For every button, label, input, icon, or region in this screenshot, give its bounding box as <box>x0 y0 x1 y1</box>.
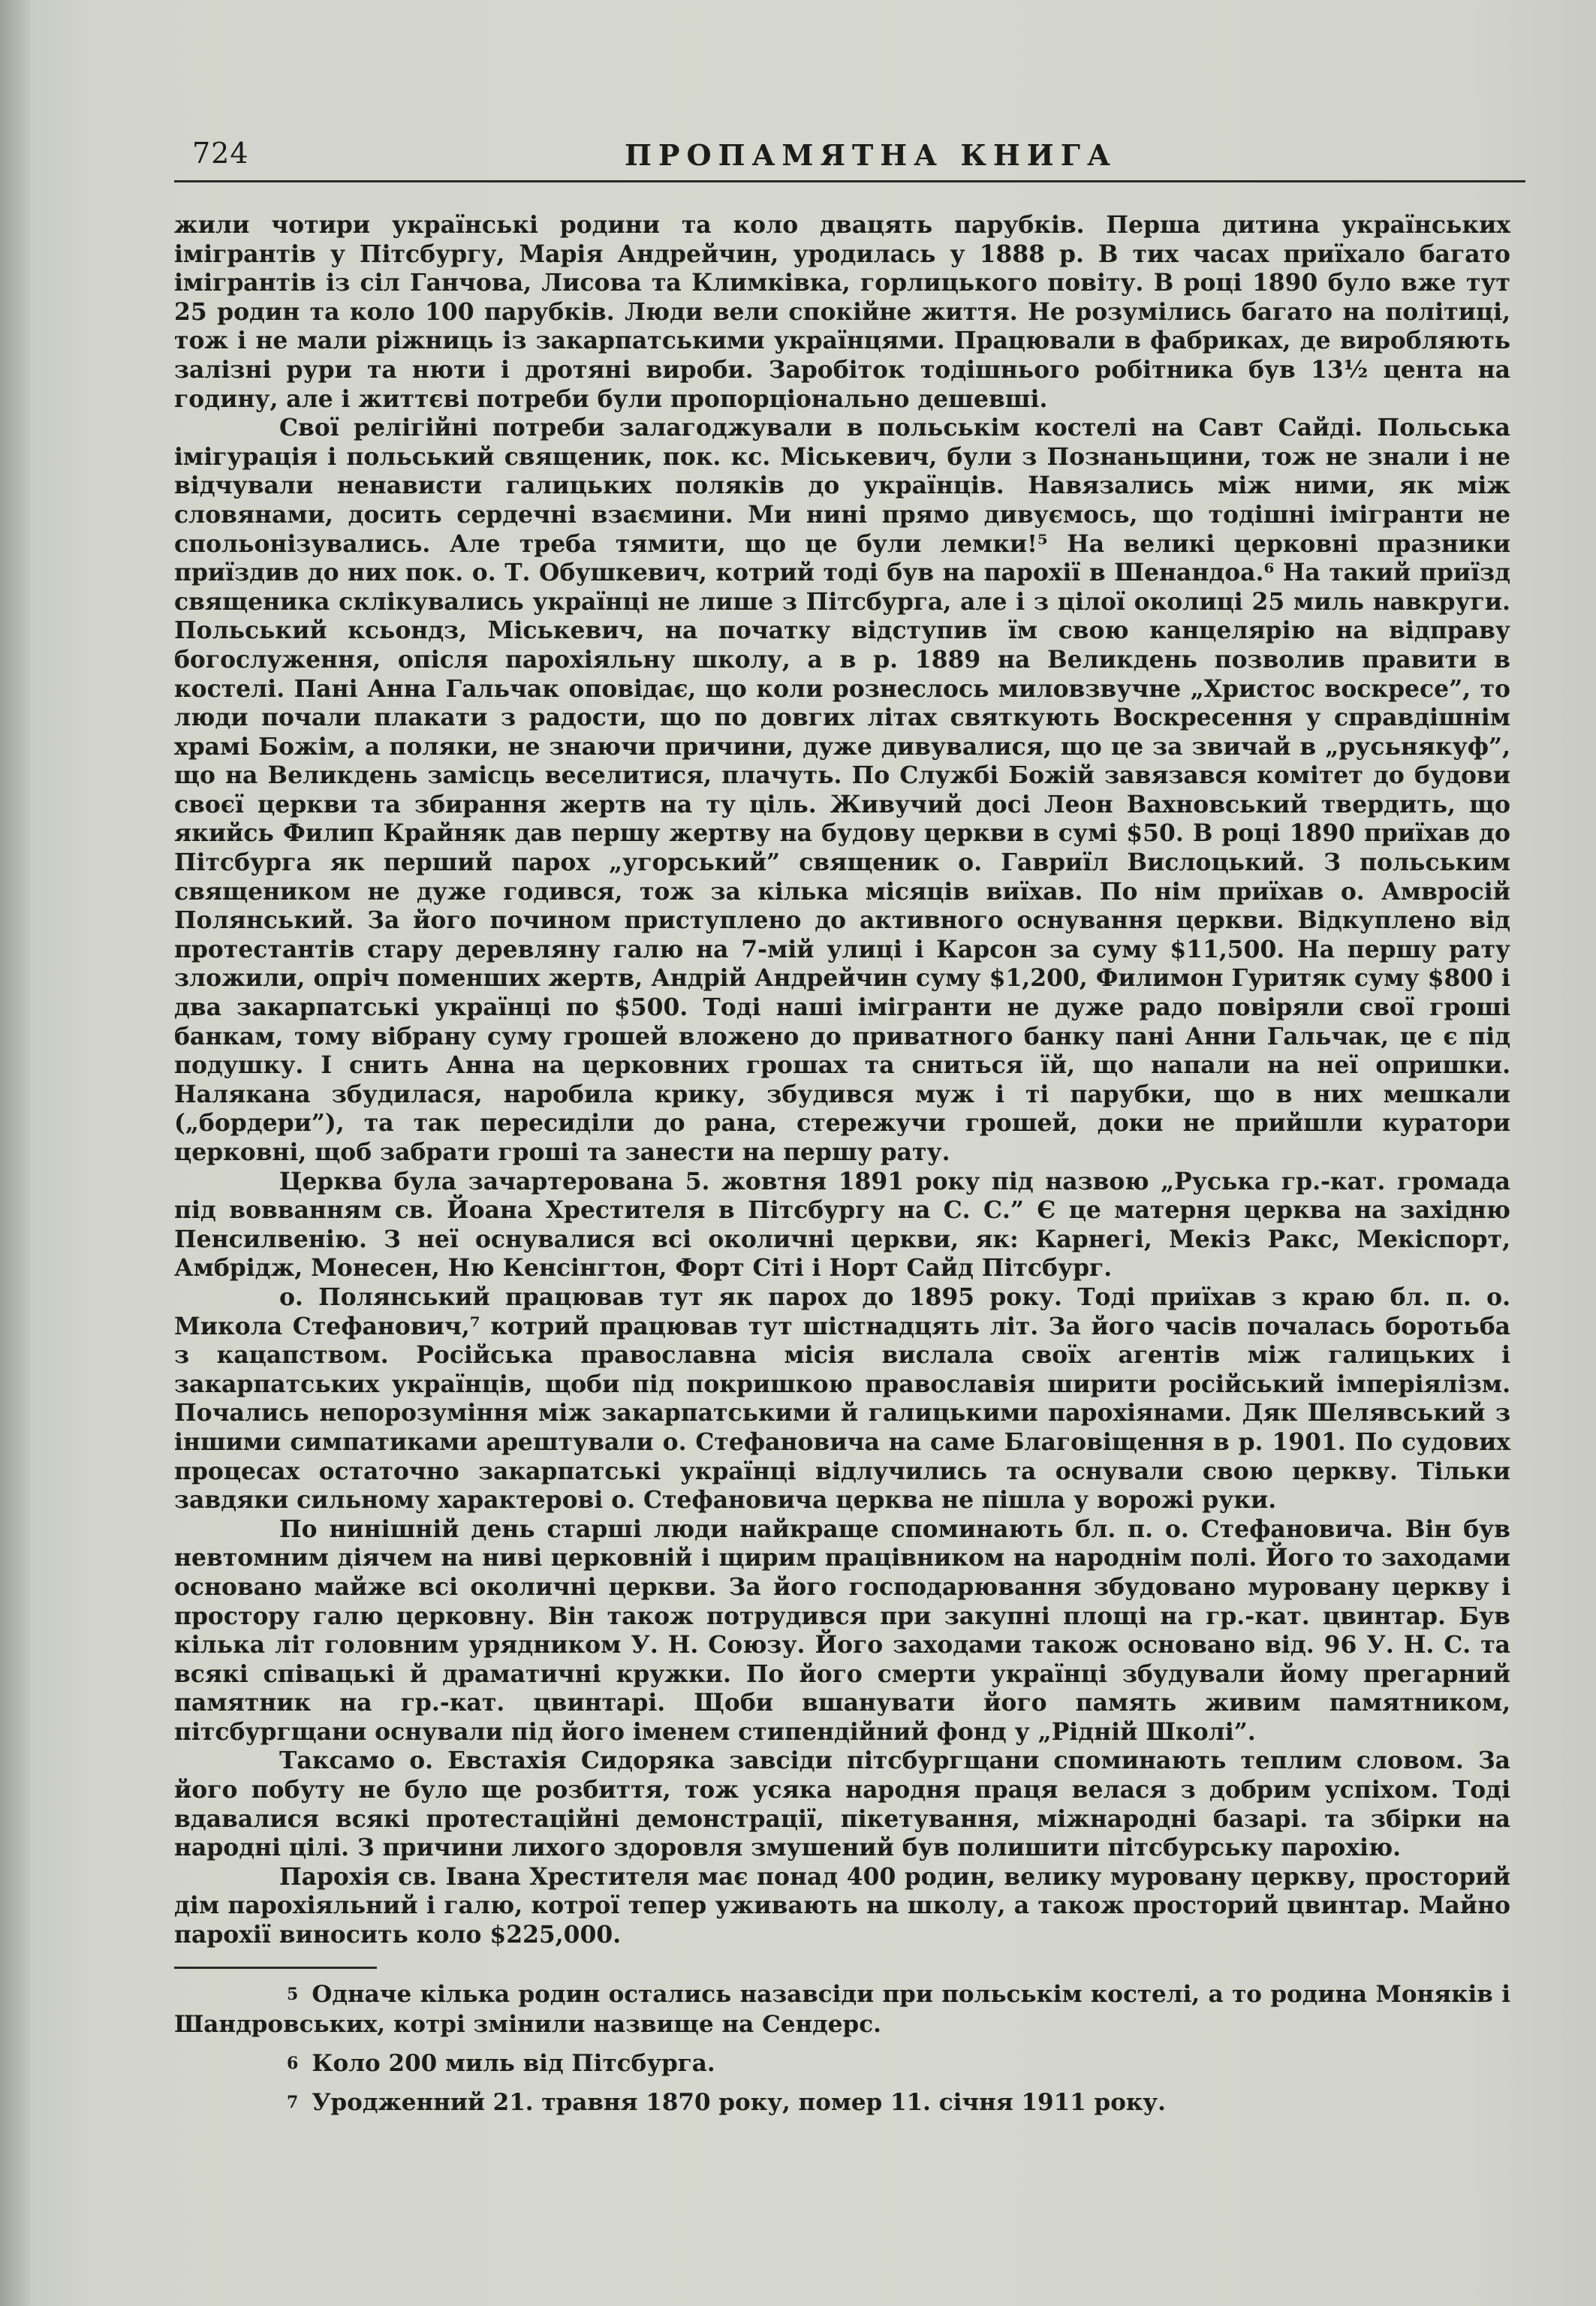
paragraph: Таксамо о. Евстахія Сидоряка завсіди пітсбургщани споминають теплим словом. За його побуту не було ще розбиття, тож усяка народня праця велася з добрим успіхом. Тоді вдавалися всякі протестаційні демонстрації, пікетування, міжнародні базарі. та збірки на народні цілі. З причини лихого здоровля змушений був полишити пітсбурську парохію. <box>174 1747 1510 1862</box>
footnotes <box>174 1979 1510 2118</box>
footnote-mark: 6 <box>287 2053 299 2073</box>
paragraph: По нинішній день старші люди найкраще споминають бл. п. о. Стефановича. Він був невтомним діячем на ниві церковній і щирим працівником на народнім полі. Його то заходами основано майже всі околичні церкви. За його господарювання збудовано муровану церкву і простору галю церковну. Він також потрудився при закупні площі на гр.-кат. цвинтар. Був кілька літ головним урядником У. Н. Союзу. Його заходами також основано від. 96 У. Н. С. та всякі співацькі й драматичні кружки. По його смерти українці збудували йому прегарний памятник на гр.-кат. цвинтарі. Щоби вшанувати його память живим памятником, пітсбургщани оснували під його іменем стипендійний фонд у „Рідній Школі”. <box>174 1515 1510 1746</box>
page-header <box>174 135 1525 182</box>
body-text <box>174 211 1510 1950</box>
paragraph: Парохія св. Івана Хрестителя має понад 400 родин, велику муровану церкву, просторий дім парохіяльний і галю, котрої тепер уживають на школу, а також просторий цвинтар. Майно парохії виносить коло $225,000. <box>174 1863 1510 1949</box>
footnote-mark: 5 <box>287 1984 299 2004</box>
paragraph: Церква була зачартерована 5. жовтня 1891 року під назвою „Руська гр.-кат. громада під вовванням св. Йоана Хрестителя в Пітсбургу на С. С.” Є це матерня церква на західню Пенсилвенію. З неї оснувалися всі околичні церкви, як: Карнегі, Мекіз Ракс, Мекіспорт, Амбрідж, Монесен, Ню Кенсінгтон, Форт Сіті і Норт Сайд Пітсбург. <box>174 1168 1510 1283</box>
page-number: 724 <box>192 137 249 170</box>
paragraph: Свої релігійні потреби залагоджували в польськім костелі на Савт Сайді. Польська імігурація і польський священик, пок. кс. Міськевич, були з Познаньщини, тож не знали і не відчували ненависти галицьких поляків до українців. Навязались між ними, як між словянами, досить сердечні взаємини. Ми нині прямо дивуємось, що тодішні імігранти не спольонізувались. Але треба тямити, що це були лемки!⁵ На великі церковні празники приїздив до них пок. о. Т. Обушкевич, котрий тоді був на парохії в Шенандоа.⁶ На такий приїзд священика склікувались українці не лише з Пітсбурга, але і з цілої околиці 25 миль навкруги. Польський ксьондз, Міськевич, на початку відступив їм свою канцелярію на відправу богослуження, опісля парохіяльну школу, а в р. 1889 на Великдень позволив правити в костелі. Пані Анна Гальчак оповідає, що коли рознеслось миловзвучне „Христос воскресе”, то люди почали плакати з радости, що по довгих літах святкують Воскресення у справдішнім храмі Божім, а поляки, не знаючи причини, дуже дивувалися, що це за звичай в „русьнякуф”, що на Великдень замісць веселитися, плачуть. По Службі Божій завязався комітет до будови своєї церкви та збирання жертв на ту ціль. Живучий досі Леон Вахновський твердить, що якийсь Филип Крайняк дав першу жертву на будову церкви в сумі $50. В році 1890 приїхав до Пітсбурга як перший парох „угорський” священик о. Гавриїл Вислоцький. З польським священиком не дуже годився, тож за кілька місяців виїхав. По нім приїхав о. Амвросій Полянський. За його почином приступлено до активного оснування церкви. Відкуплено від протестантів стару деревляну галю на 7-мій улиці і Карсон за суму $11,500. На першу рату зложили, опріч поменших жертв, Андрій Андрейчин суму $1,200, Филимон Гуритяк суму $800 і два закарпатські українці по $500. Тоді наші імігранти не дуже радо повіряли свої гроші банкам, тому вібрану суму грошей вложено до приватного банку пані Анни Гальчак, це є під подушку. І снить Анна на церковних грошах та сниться їй, що напали на неї опришки. Налякана збудилася, наробила крику, збудився муж і ті парубки, що в них мешкали („бордери”), та так пересиділи до рана, стережучи грошей, доки не прийшли куратори церковні, щоб забрати гроші та занести на першу рату. <box>174 414 1510 1166</box>
footnote-mark: 7 <box>287 2092 299 2112</box>
footnote-text: Одначе кілька родин остались назавсіди при польськім костелі, а то родина Моняків і Шандровських, котрі змінили назвище на Сендерс. <box>174 1980 1510 2038</box>
paragraph: о. Полянський працював тут як парох до 1895 року. Тоді приїхав з краю бл. п. о. Микола Стефанович,⁷ котрий працював тут шістнадцять літ. За його часів почалась боротьба з кацапством. Російська православна місія вислала своїх агентів між галицьких і закарпатських українців, щоби під покришкою православія ширити російський імперіялізм. Почались непорозуміння між закарпатськими й галицькими парохіянами. Дяк Шелявський з іншими симпатиками арештували о. Стефановича на саме Благовіщення в р. 1901. По судових процесах остаточно закарпатські українці відлучились та оснували свою церкву. Тільки завдяки сильному характерові о. Стефановича церква не пішла у ворожі руки. <box>174 1283 1510 1515</box>
footnote-text: Коло 200 миль від Пітсбурга. <box>312 2049 715 2077</box>
footnote <box>174 2048 1510 2078</box>
running-head: ПРОПАМЯТНА КНИГА <box>625 138 1117 172</box>
book-gutter-shadow <box>0 0 30 2306</box>
footnote <box>174 2087 1510 2118</box>
footnote <box>174 1979 1510 2039</box>
paragraph-continued: жили чотири українські родини та коло двацять парубків. Перша дитина українських імігрантів у Пітсбургу, Марія Андрейчин, уродилась у 1888 р. В тих часах приїхало багато імігрантів із сіл Ганчова, Лисова та Климківка, горлицького повіту. В році 1890 було вже тут 25 родин та коло 100 парубків. Люди вели спокійне життя. Не розумілись багато на політиці, тож і не мали ріжниць із закарпатськими українцями. Працювали в фабриках, де виробляють залізні рури та нюти і дротяні вироби. Заробіток тодішнього робітника був 13½ цента на годину, але і життєві потреби були пропорціонально дешевші. <box>174 212 1510 413</box>
footnote-separator <box>174 1967 377 1969</box>
book-page <box>174 135 1510 2127</box>
footnote-text: Уродженний 21. травня 1870 року, помер 11. січня 1911 року. <box>312 2088 1166 2116</box>
